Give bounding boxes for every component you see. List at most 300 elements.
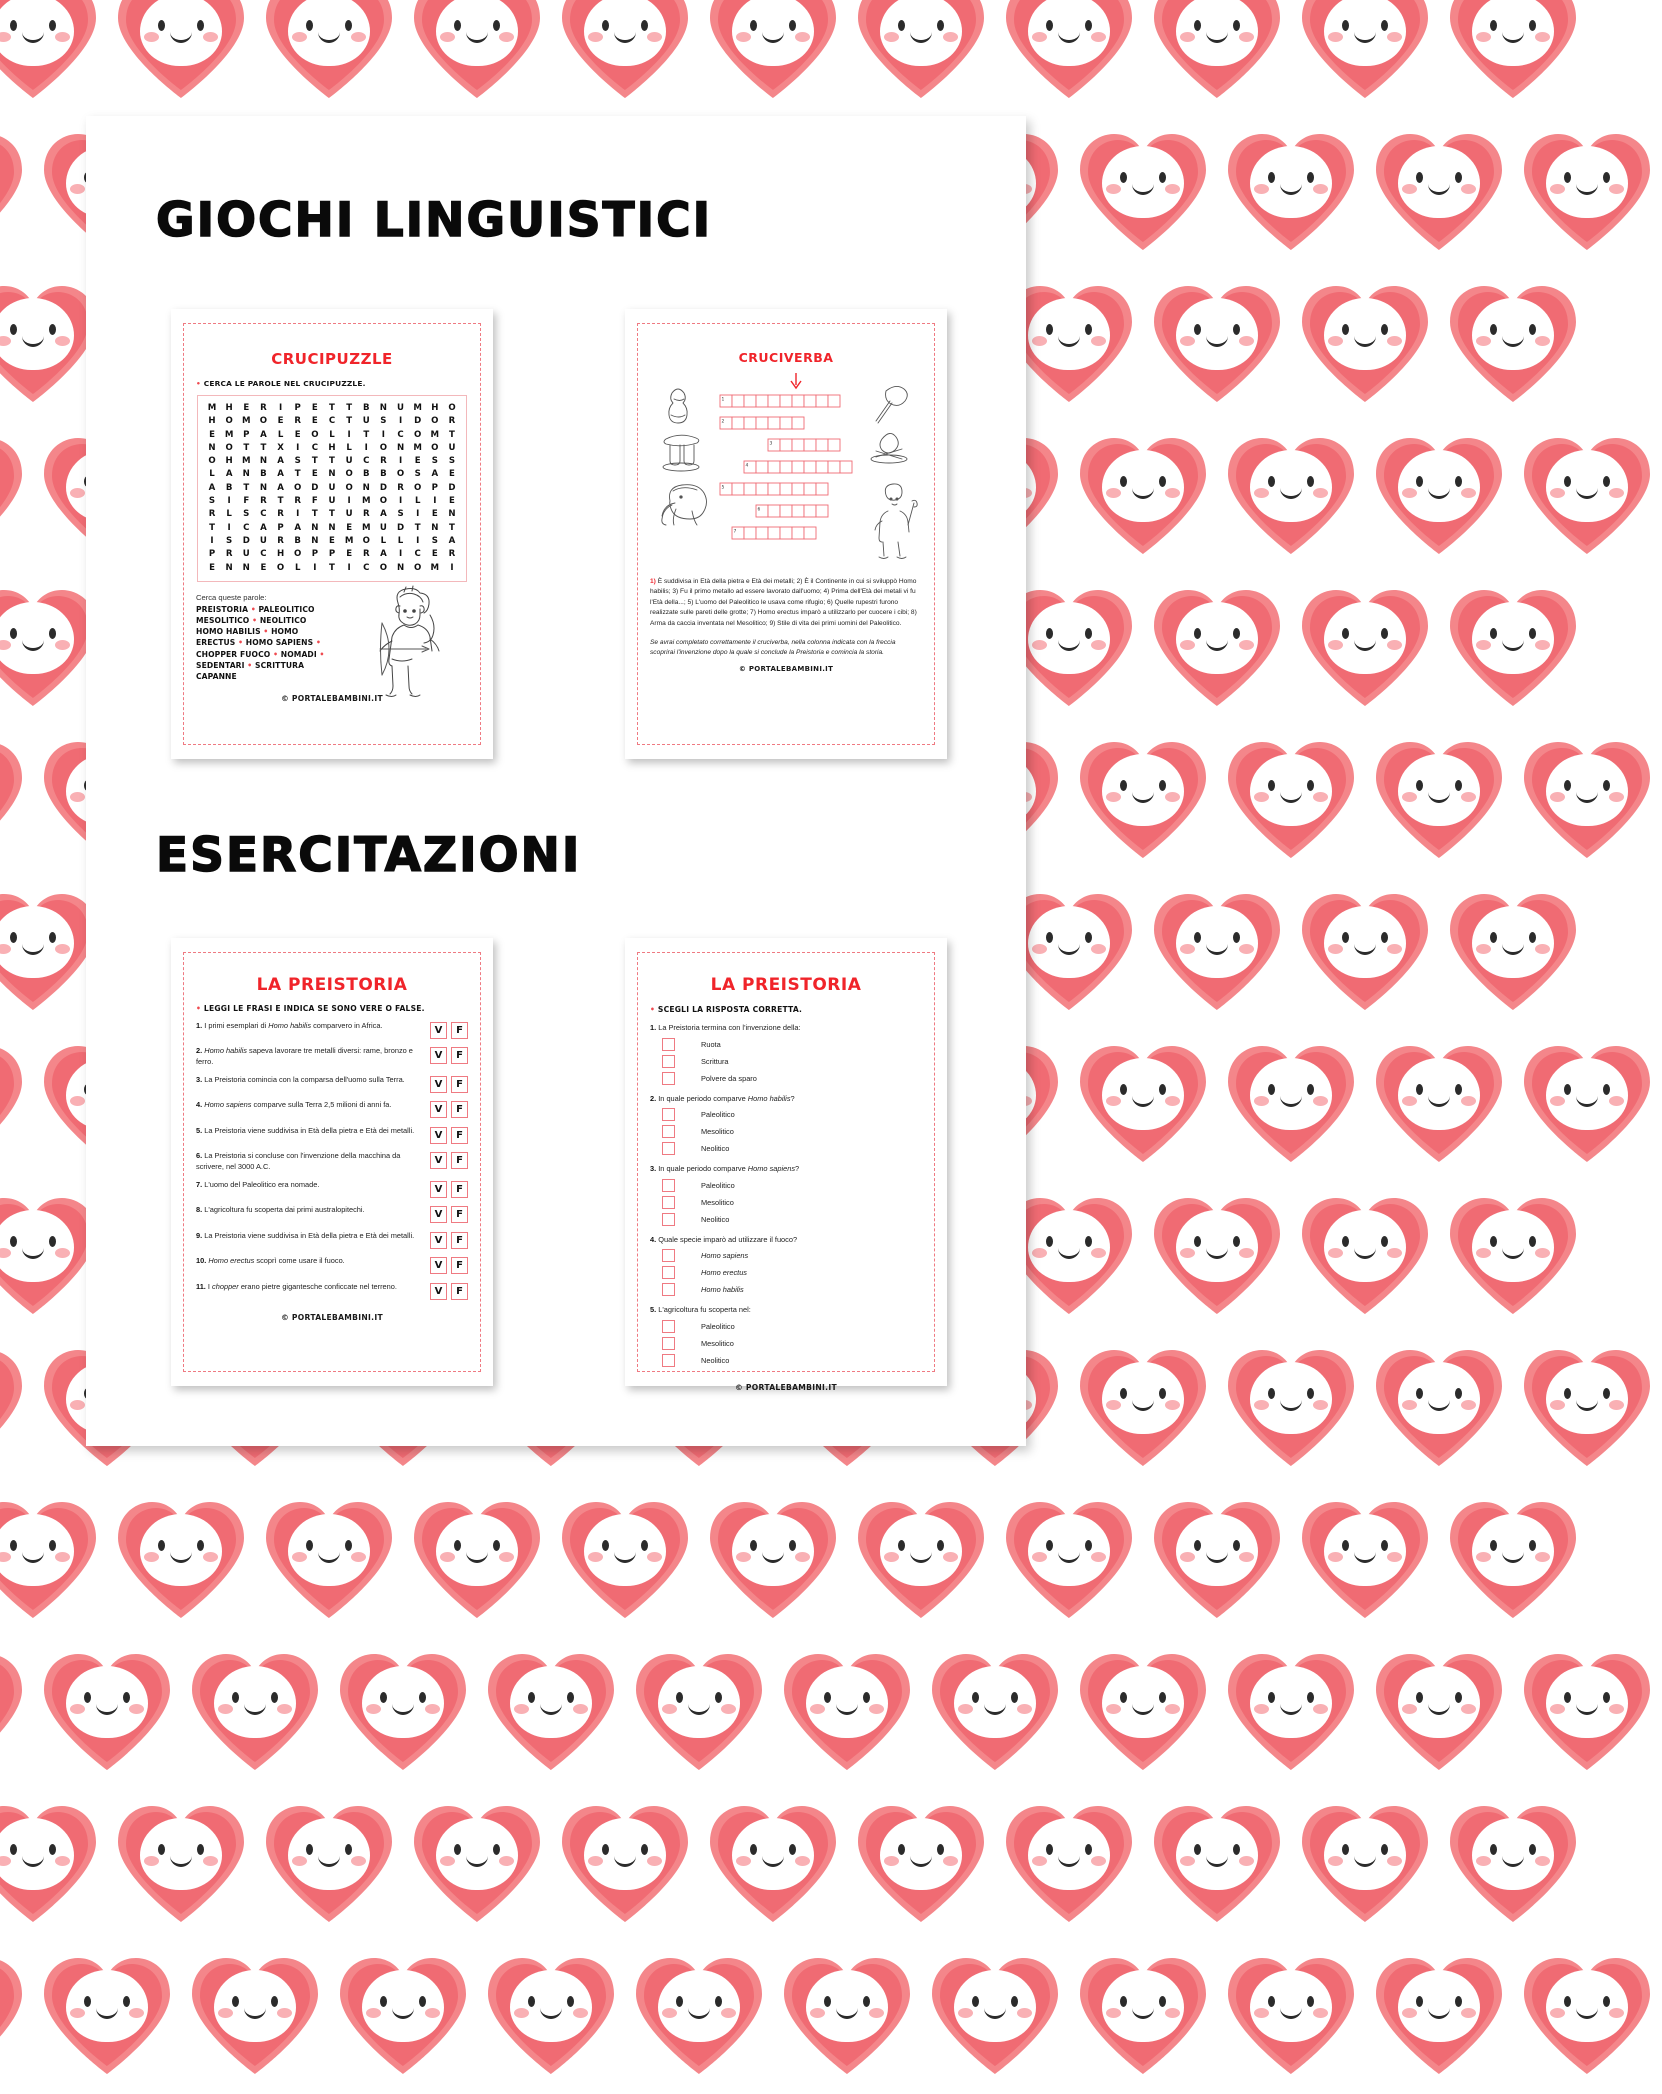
heart-sticker-icon [0, 1034, 34, 1182]
word-search-letter: R [380, 456, 387, 467]
vero-falso-answer-boxes[interactable] [430, 1021, 468, 1039]
word-search-letter: U [379, 522, 387, 533]
option-checkbox[interactable] [662, 1038, 675, 1051]
vero-falso-item [196, 1180, 468, 1198]
word-search-letter: N [379, 403, 387, 413]
word-search-letter: H [225, 403, 233, 413]
vero-checkbox[interactable]: V [430, 1181, 447, 1198]
vero-falso-dashed-frame [183, 952, 481, 1372]
vero-falso-item [196, 1256, 468, 1274]
word-search-letter: N [225, 562, 233, 573]
word-search-letter: O [294, 482, 302, 493]
heart-sticker-icon [1440, 1490, 1588, 1638]
heart-sticker-icon [922, 1946, 1070, 2094]
archer-boy-illustration [364, 585, 472, 703]
crucipuzzle-title: CRUCIPUZZLE [271, 350, 393, 368]
option-checkbox[interactable] [662, 1320, 675, 1333]
word-search-letter: T [363, 429, 370, 440]
heart-sticker-icon [404, 1490, 552, 1638]
option-checkbox[interactable] [662, 1249, 675, 1262]
word-search-letter: L [209, 469, 215, 480]
word-search-letter: N [208, 442, 216, 453]
option-checkbox[interactable] [662, 1072, 675, 1085]
word-search-letter: A [380, 549, 387, 560]
word-search-letter: N [242, 562, 250, 573]
word-search-letter: O [379, 496, 388, 507]
multiple-choice-option[interactable] [650, 1108, 922, 1121]
option-label: Homo habilis [701, 1285, 744, 1295]
vero-falso-answer-boxes[interactable] [430, 1282, 468, 1300]
word-search-letter: O [379, 562, 388, 573]
vero-falso-answer-boxes[interactable] [430, 1075, 468, 1093]
word-search-letter: O [276, 562, 285, 573]
cruciverba-dashed-frame [637, 323, 935, 745]
multiple-choice-option[interactable] [650, 1125, 922, 1138]
word-search-letter: O [345, 469, 353, 480]
word-search-letter: E [260, 562, 267, 573]
svg-text:2: 2 [721, 419, 725, 425]
heart-sticker-icon [626, 1642, 774, 1790]
word-search-letter: B [260, 469, 267, 480]
heart-sticker-icon [1218, 730, 1366, 878]
vero-falso-answer-boxes[interactable] [430, 1100, 468, 1118]
heart-sticker-icon [1070, 730, 1218, 878]
vero-falso-instruction [196, 1004, 468, 1013]
statement-number: 9. [196, 1230, 203, 1240]
word-search-letter: B [380, 469, 387, 480]
multiple-choice-instruction [650, 1005, 922, 1014]
word-list-item: SEDENTARI • SCRITTURA [196, 660, 305, 670]
word-search-letter: L [397, 535, 404, 546]
option-label: Homo sapiens [701, 1251, 749, 1261]
card-cruciverba[interactable] [625, 309, 947, 759]
heart-sticker-icon [1292, 274, 1440, 422]
word-search-grid[interactable] [197, 395, 467, 582]
falso-checkbox[interactable]: F [451, 1181, 468, 1198]
heart-sticker-icon [1514, 1034, 1662, 1182]
heart-sticker-icon [1514, 1946, 1662, 2094]
word-search-letter: S [397, 509, 404, 520]
word-search-letter: M [361, 496, 371, 507]
vero-falso-credit: © PORTALEBAMBINI.IT [281, 1312, 383, 1322]
word-search-letter: D [396, 522, 405, 533]
statement-text: 7. L'uomo del Paleolitico era nomade. [196, 1179, 320, 1189]
option-label: Mesolitico [701, 1197, 734, 1207]
vero-falso-item [196, 1021, 468, 1039]
word-search-letter: B [362, 403, 370, 413]
word-search-letter: I [381, 429, 385, 440]
statement-text: 3. La Preistoria comincia con la comparsa dell'uomo sulla Terra. [196, 1074, 405, 1084]
svg-text:1: 1 [721, 397, 725, 403]
word-search-row [202, 442, 462, 455]
option-checkbox[interactable] [662, 1266, 675, 1279]
multiple-choice-option[interactable] [650, 1320, 922, 1333]
word-search-letter: F [311, 496, 318, 507]
word-search-letter: C [414, 549, 421, 560]
word-search-letter: I [416, 535, 420, 546]
heart-sticker-icon [1070, 1034, 1218, 1182]
cruciverba-clues [650, 577, 922, 629]
card-multiple-choice[interactable] [625, 938, 947, 1392]
word-search-letter: R [294, 496, 302, 507]
word-search-letter: T [294, 469, 301, 480]
option-label: Ruota [701, 1039, 721, 1049]
heart-sticker-icon [108, 1794, 256, 1942]
heart-sticker-icon [1218, 1338, 1366, 1486]
option-checkbox[interactable] [662, 1108, 675, 1121]
word-list-item: CAPANNE [196, 672, 237, 682]
word-search-letter: O [311, 429, 319, 440]
heart-sticker-icon [0, 1338, 34, 1486]
vero-falso-item [196, 1282, 468, 1300]
heart-sticker-icon [108, 1490, 256, 1638]
word-search-letter: U [328, 482, 336, 493]
vero-falso-instruction-text: LEGGI LE FRASI E INDICA SE SONO VERE O FALSE. [203, 1004, 425, 1013]
option-label: Neolitico [701, 1144, 730, 1154]
heart-sticker-icon [1292, 1186, 1440, 1334]
word-search-letter: N [259, 456, 268, 467]
word-search-row [202, 402, 462, 415]
question-number: 4. [650, 1234, 657, 1244]
heart-sticker-icon [0, 122, 34, 270]
vero-falso-answer-boxes[interactable] [430, 1205, 468, 1223]
multiple-choice-option[interactable] [650, 1142, 922, 1155]
word-search-letter: C [260, 509, 267, 520]
multiple-choice-option[interactable] [650, 1055, 922, 1068]
heart-sticker-icon [1440, 578, 1588, 726]
heart-sticker-icon [0, 1642, 34, 1790]
word-search-letter: C [397, 429, 404, 440]
multiple-choice-option[interactable] [650, 1213, 922, 1226]
word-search-letter: T [311, 509, 318, 520]
vero-checkbox[interactable]: V [430, 1101, 447, 1118]
heart-sticker-icon [1070, 1642, 1218, 1790]
option-checkbox[interactable] [662, 1125, 675, 1138]
word-search-letter: P [208, 549, 216, 560]
word-search-letter: R [277, 509, 284, 520]
vero-checkbox[interactable]: V [430, 1257, 447, 1274]
heart-sticker-icon [1218, 1642, 1366, 1790]
falso-checkbox[interactable]: F [451, 1283, 468, 1300]
option-checkbox[interactable] [662, 1055, 675, 1068]
word-search-row [202, 522, 462, 535]
option-label: Neolitico [701, 1214, 730, 1224]
word-search-row [202, 415, 462, 428]
heart-sticker-icon [1218, 122, 1366, 270]
multiple-choice-option[interactable] [650, 1196, 922, 1209]
word-search-letter: H [431, 403, 439, 413]
option-checkbox[interactable] [662, 1196, 675, 1209]
word-search-letter: R [260, 496, 267, 507]
option-label: Homo erectus [701, 1268, 748, 1278]
word-search-letter: O [414, 429, 422, 440]
word-search-letter: H [208, 416, 216, 427]
word-search-letter: S [226, 535, 233, 546]
heart-sticker-icon [1366, 1338, 1514, 1486]
word-search-letter: P [243, 429, 250, 440]
word-search-letter: I [278, 403, 283, 413]
multiple-choice-question: 1. La Preistoria termina con l'invenzione della: [650, 1023, 801, 1032]
svg-text:4: 4 [745, 463, 749, 469]
heart-sticker-icon [552, 1794, 700, 1942]
word-search-letter: T [449, 522, 455, 533]
heart-sticker-icon [1292, 578, 1440, 726]
option-checkbox[interactable] [662, 1179, 675, 1192]
word-search-row [202, 429, 462, 442]
multiple-choice-option[interactable] [650, 1249, 922, 1262]
vero-checkbox[interactable]: V [430, 1232, 447, 1249]
word-search-letter: E [277, 416, 284, 427]
vero-falso-answer-boxes[interactable] [430, 1256, 468, 1274]
word-search-letter: E [311, 416, 318, 427]
crucipuzzle-instruction [196, 379, 468, 388]
word-search-letter: P [277, 522, 284, 533]
word-search-row [202, 495, 462, 508]
vero-falso-item [196, 1046, 468, 1067]
bullet-icon: • [196, 1004, 202, 1013]
cruciverba-title: CRUCIVERBA [738, 350, 834, 365]
heart-sticker-icon [1144, 1186, 1292, 1334]
falso-checkbox[interactable]: F [451, 1152, 468, 1169]
word-search-letter: L [294, 562, 301, 573]
statement-number: 10. [196, 1256, 207, 1266]
heart-sticker-icon [1440, 1794, 1588, 1942]
heart-sticker-icon [1070, 426, 1218, 574]
heart-sticker-icon [1514, 426, 1662, 574]
multiple-choice-question: 3. In quale periodo comparve Homo sapiens? [650, 1164, 800, 1174]
word-search-letter: A [260, 429, 267, 440]
question-number: 2. [650, 1093, 657, 1103]
statement-number: 7. [196, 1179, 203, 1189]
word-search-letter: N [396, 562, 405, 573]
page-title-exercises: ESERCITAZIONI [156, 828, 582, 883]
card-crucipuzzle[interactable] [171, 309, 493, 759]
falso-checkbox[interactable]: F [451, 1022, 468, 1039]
falso-checkbox[interactable]: F [451, 1101, 468, 1118]
word-search-letter: I [398, 549, 403, 560]
word-search-letter: N [259, 482, 268, 493]
word-search-letter: M [430, 429, 440, 440]
word-search-letter: I [433, 496, 437, 507]
word-search-letter: R [208, 509, 216, 520]
svg-text:7: 7 [733, 529, 737, 535]
crucipuzzle-word-list [196, 593, 468, 682]
heart-sticker-icon [552, 0, 700, 118]
statement-number: 11. [196, 1281, 206, 1291]
word-search-letter: D [242, 535, 250, 546]
word-search-letter: B [294, 535, 301, 546]
heart-sticker-icon [1440, 274, 1588, 422]
word-list-item: ERECTUS • HOMO SAPIENS • [196, 638, 321, 648]
heart-sticker-icon [0, 0, 108, 118]
word-search-letter: O [225, 442, 233, 453]
falso-checkbox[interactable]: F [451, 1206, 468, 1223]
word-search-letter: A [294, 522, 302, 533]
word-search-letter: R [448, 549, 456, 560]
heart-sticker-icon [1292, 1794, 1440, 1942]
falso-checkbox[interactable]: F [451, 1076, 468, 1093]
vero-falso-answer-boxes[interactable] [430, 1151, 468, 1169]
vero-falso-answer-boxes[interactable] [430, 1126, 468, 1144]
heart-sticker-icon [1292, 1490, 1440, 1638]
heart-sticker-icon [996, 1490, 1144, 1638]
option-checkbox[interactable] [662, 1354, 675, 1367]
word-search-letter: L [380, 535, 387, 546]
heart-sticker-icon [256, 1490, 404, 1638]
word-search-letter: A [277, 456, 284, 467]
multiple-choice-option[interactable] [650, 1038, 922, 1051]
cruciverba-credit: © PORTALEBAMBINI.IT [738, 664, 834, 673]
word-search-letter: U [345, 509, 353, 520]
heart-sticker-icon [1366, 730, 1514, 878]
option-label: Paleolitico [701, 1321, 735, 1331]
vero-checkbox[interactable]: V [430, 1047, 447, 1064]
heart-sticker-icon [1070, 122, 1218, 270]
word-search-letter: I [296, 509, 300, 520]
heart-sticker-icon [256, 1794, 404, 1942]
crucipuzzle-dashed-frame [183, 323, 481, 745]
option-checkbox[interactable] [662, 1142, 675, 1155]
heart-sticker-icon [0, 426, 34, 574]
vero-falso-answer-boxes[interactable] [430, 1046, 468, 1064]
multiple-choice-option[interactable] [650, 1179, 922, 1192]
heart-sticker-icon [478, 1946, 626, 2094]
multiple-choice-title: LA PREISTORIA [710, 975, 862, 995]
svg-text:6: 6 [757, 507, 761, 513]
word-search-letter: U [259, 535, 267, 546]
option-checkbox[interactable] [662, 1283, 675, 1296]
word-search-letter: I [227, 522, 231, 533]
question-number: 5. [650, 1305, 657, 1315]
multiple-choice-option[interactable] [650, 1354, 922, 1367]
option-checkbox[interactable] [662, 1337, 675, 1350]
page-title-games: GIOCHI LINGUISTICI [156, 193, 713, 248]
word-search-letter: U [362, 416, 370, 427]
heart-sticker-icon [1440, 1186, 1588, 1334]
vero-falso-answer-boxes[interactable] [430, 1231, 468, 1249]
heart-sticker-icon [404, 1794, 552, 1942]
word-search-letter: I [227, 496, 231, 507]
vero-falso-answer-boxes[interactable] [430, 1180, 468, 1198]
statement-number: 5. [196, 1125, 203, 1135]
word-search-letter: U [397, 403, 405, 413]
heart-sticker-icon [996, 1794, 1144, 1942]
question-number: 1. [650, 1023, 657, 1032]
vero-checkbox[interactable]: V [430, 1076, 447, 1093]
crucipuzzle-instruction-text: CERCA LE PAROLE NEL CRUCIPUZZLE. [203, 379, 366, 388]
word-search-letter: L [414, 496, 421, 507]
card-vero-falso[interactable] [171, 938, 493, 1386]
heart-sticker-icon [182, 1946, 330, 2094]
word-search-letter: D [311, 482, 319, 493]
crossword-stage[interactable] [650, 369, 922, 574]
option-checkbox[interactable] [662, 1213, 675, 1226]
heart-sticker-icon [34, 1642, 182, 1790]
vero-checkbox[interactable]: V [430, 1283, 447, 1300]
heart-sticker-icon [774, 1642, 922, 1790]
word-search-letter: C [311, 442, 318, 453]
word-search-letter: X [277, 442, 284, 453]
word-search-letter: D [414, 416, 422, 427]
word-search-letter: T [260, 442, 267, 453]
word-list-item: PREISTORIA • PALEOLITICO [196, 604, 315, 614]
word-search-letter: F [243, 496, 250, 507]
clue-number-1: 1) [650, 578, 656, 585]
word-search-letter: O [294, 549, 302, 560]
falso-checkbox[interactable]: F [451, 1127, 468, 1144]
multiple-choice-question: 2. In quale periodo comparve Homo habilis? [650, 1093, 795, 1103]
vero-checkbox[interactable]: V [430, 1022, 447, 1039]
word-search-letter: N [242, 469, 250, 480]
word-search-letter: A [260, 522, 267, 533]
multiple-choice-option[interactable] [650, 1337, 922, 1350]
down-arrow-icon [791, 373, 801, 388]
word-search-letter: M [430, 562, 440, 573]
word-search-letter: U [345, 456, 353, 467]
multiple-choice-option[interactable] [650, 1072, 922, 1085]
heart-sticker-icon [1070, 1946, 1218, 2094]
heart-sticker-icon [330, 1642, 478, 1790]
word-search-letter: T [346, 403, 353, 413]
word-search-letter: N [311, 522, 319, 533]
word-search-letter: M [361, 522, 371, 533]
multiple-choice-credit: © PORTALEBAMBINI.IT [735, 1382, 837, 1392]
heart-sticker-icon [700, 1794, 848, 1942]
word-search-letter: U [448, 442, 456, 453]
statement-number: 6. [196, 1151, 203, 1161]
falso-checkbox[interactable]: F [451, 1047, 468, 1064]
falso-checkbox[interactable]: F [451, 1257, 468, 1274]
multiple-choice-option[interactable] [650, 1266, 922, 1279]
word-search-letter: L [329, 429, 335, 440]
word-search-letter: L [226, 509, 232, 520]
vero-checkbox[interactable]: V [430, 1206, 447, 1223]
word-search-letter: D [448, 482, 456, 493]
word-search-letter: T [329, 456, 335, 467]
word-search-letter: C [328, 416, 336, 427]
word-search-letter: T [329, 509, 335, 520]
word-search-letter: M [344, 535, 354, 546]
word-search-row [202, 548, 462, 561]
statement-text: 2. Homo habilis sapeva lavorare tre metalli diversi: rame, bronzo e ferro. [196, 1046, 413, 1066]
falso-checkbox[interactable]: F [451, 1232, 468, 1249]
word-search-letter: S [243, 509, 250, 520]
statement-number: 1. [196, 1020, 203, 1030]
word-search-letter: T [449, 429, 455, 440]
word-search-letter: I [398, 416, 403, 427]
vero-checkbox[interactable]: V [430, 1127, 447, 1144]
word-search-letter: E [414, 456, 421, 467]
word-search-letter: S [431, 535, 438, 546]
word-search-letter: U [328, 496, 336, 507]
word-search-letter: N [448, 509, 456, 520]
word-search-letter: I [210, 535, 214, 546]
mammoth-illustration [662, 485, 707, 525]
multiple-choice-option[interactable] [650, 1283, 922, 1296]
heart-sticker-icon [1366, 122, 1514, 270]
word-search-letter: N [362, 482, 370, 493]
statement-text: 5. La Preistoria viene suddivisa in Età della pietra e Età dei metalli. [196, 1125, 415, 1135]
vero-checkbox[interactable]: V [430, 1152, 447, 1169]
vero-falso-item [196, 1075, 468, 1093]
word-search-letter: O [225, 416, 233, 427]
word-search-letter: A [208, 482, 216, 493]
heart-sticker-icon [1366, 1034, 1514, 1182]
word-search-letter: S [294, 456, 301, 467]
word-search-letter: I [364, 442, 368, 453]
statement-text: 9. La Preistoria viene suddivisa in Età della pietra e Età dei metalli. [196, 1230, 415, 1240]
word-search-row [202, 468, 462, 481]
